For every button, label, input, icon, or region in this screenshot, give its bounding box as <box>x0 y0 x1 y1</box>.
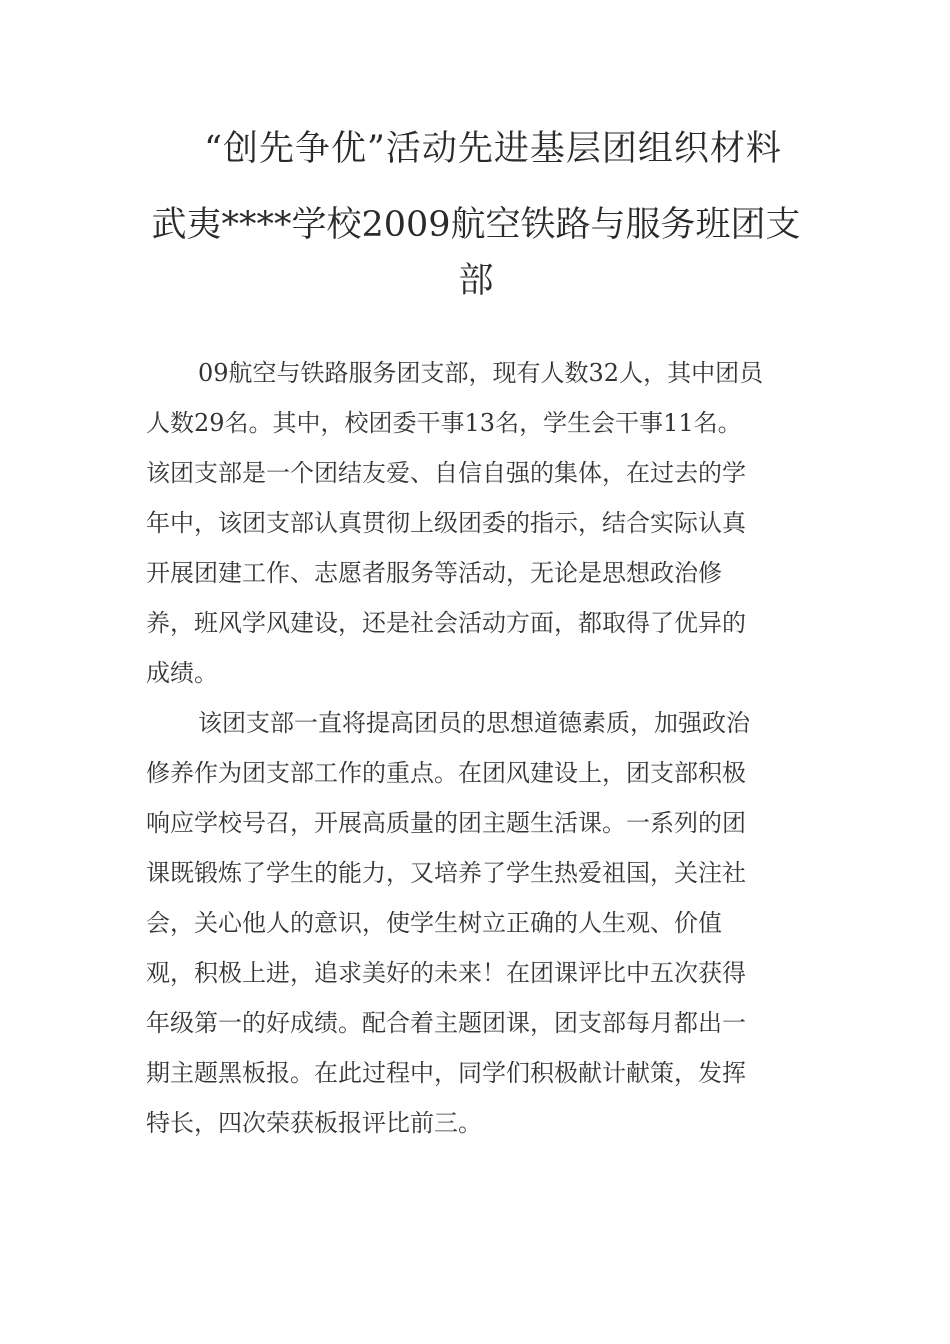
paragraph-line: 特长，四次荣获板报评比前三。 <box>146 1109 482 1137</box>
paragraph-line: 观，积极上进，追求美好的未来！在团课评比中五次获得 <box>146 959 746 987</box>
paragraph-2 <box>146 698 806 1148</box>
document-title <box>0 124 950 174</box>
paragraph-1 <box>146 348 806 698</box>
paragraph-line: 年级第一的好成绩。配合着主题团课，团支部每月都出一 <box>146 1009 746 1037</box>
paragraph-line: 修养作为团支部工作的重点。在团风建设上，团支部积极 <box>146 759 746 787</box>
paragraph-line: 响应学校号召，开展高质量的团主题生活课。一系列的团 <box>146 809 746 837</box>
paragraph-line: 年中，该团支部认真贯彻上级团委的指示，结合实际认真 <box>146 509 746 537</box>
paragraph-line: 期主题黑板报。在此过程中，同学们积极献计献策，发挥 <box>146 1059 746 1087</box>
paragraph-line: 该团支部一直将提高团员的思想道德素质，加强政治 <box>198 709 750 737</box>
paragraph-line: 09航空与铁路服务团支部，现有人数32人，其中团员 <box>198 359 764 387</box>
paragraph-line: 开展团建工作、志愿者服务等活动，无论是思想政治修 <box>146 559 722 587</box>
document-body <box>146 348 806 1148</box>
document-subtitle: 武夷****学校2009航空铁路与服务班团支部 <box>151 205 801 301</box>
paragraph-line: 课既锻炼了学生的能力，又培养了学生热爱祖国，关注社 <box>146 859 746 887</box>
document-title-text: “创先争优”活动先进基层团组织材料 <box>204 129 782 169</box>
paragraph-line: 成绩。 <box>146 659 218 687</box>
paragraph-line: 该团支部是一个团结友爱、自信自强的集体，在过去的学 <box>146 459 746 487</box>
paragraph-line: 人数29名。其中，校团委干事13名，学生会干事11名。 <box>146 409 742 437</box>
paragraph-line: 养，班风学风建设，还是社会活动方面，都取得了优异的 <box>146 609 746 637</box>
paragraph-line: 会，关心他人的意识，使学生树立正确的人生观、价值 <box>146 909 722 937</box>
